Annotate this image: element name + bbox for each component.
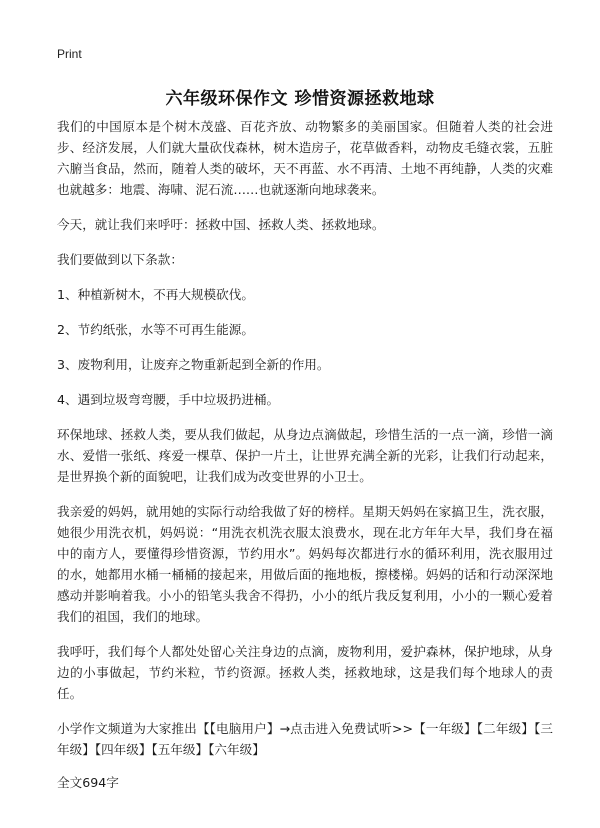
article-title: 六年级环保作文 珍惜资源拯救地球 bbox=[165, 89, 435, 109]
paragraph-call: 今天，就让我们来呼吁：拯救中国、拯救人类、拯救地球。 bbox=[57, 217, 385, 232]
grade-link-5[interactable]: 【五年级】 bbox=[151, 742, 209, 757]
paragraph-terms-heading: 我们要做到以下条款： bbox=[57, 252, 183, 267]
promo-link-free-trial[interactable]: →点击进入免费试听>> bbox=[279, 721, 414, 736]
grade-link-3[interactable]: 【三年级】 bbox=[57, 721, 554, 757]
word-count: 全文694字 bbox=[57, 775, 119, 790]
paragraph-action: 环保地球、拯救人类，要从我们做起，从身边点滴做起，珍惜生活的一点一滴，珍惜一滴水、爱惜一张纸、疼爱一棵草、保护一片土，让世界充满全新的光彩，让我们行动起来，是世界换个新的面貌吧，让我们成为改变世界的小卫士。 bbox=[57, 427, 553, 484]
list-item-term-2: 2、节约纸张，水等不可再生能源。 bbox=[57, 322, 254, 337]
article-body bbox=[57, 116, 553, 793]
grade-link-2[interactable]: 【二年级】 bbox=[476, 721, 535, 736]
print-link[interactable]: Print bbox=[57, 47, 82, 61]
paragraph-intro: 我们的中国原本是个树木茂盛、百花齐放、动物繁多的美丽国家。但随着人类的社会进步、经济发展，人们就大量砍伐森林，树木造房子，花草做香料，动物皮毛缝衣裳，五脏六腑当食品，然而，随着人类的破坏，天不再蓝、水不再清、土地不再纯静，人类的灾难也就越多：地震、海啸、泥石流……也就逐渐向地球袭来。 bbox=[57, 119, 553, 197]
grade-link-6[interactable]: 【六年级】 bbox=[208, 742, 265, 757]
grade-link-1[interactable]: 【一年级】 bbox=[413, 721, 477, 736]
list-item-term-1: 1、种植新树木，不再大规模砍伐。 bbox=[57, 287, 254, 302]
list-item-term-3: 3、废物利用，让废弃之物重新起到全新的作用。 bbox=[57, 357, 330, 372]
promo-prefix: 小学作文频道为大家推出 bbox=[57, 721, 197, 736]
promo-link-pc-user[interactable]: 【【电脑用户】 bbox=[196, 721, 280, 736]
promo-line bbox=[57, 718, 553, 760]
list-item-term-4: 4、遇到垃圾弯弯腰，手中垃圾扔进桶。 bbox=[57, 392, 280, 407]
paragraph-conclusion: 我呼吁，我们每个人都处处留心关注身边的点滴，废物利用，爱护森林，保护地球，从身边的小事做起，节约米粒，节约资源。拯救人类，拯救地球，这是我们每个地球人的责任。 bbox=[57, 644, 553, 701]
grade-link-4[interactable]: 【四年级】 bbox=[94, 742, 152, 757]
paragraph-mother: 我亲爱的妈妈，就用她的实际行动给我做了好的榜样。星期天妈妈在家搞卫生，洗衣服，她很少用洗衣机，妈妈说：“用洗衣机洗衣服太浪费水，现在北方年年大旱，我们身在福中的南方人，要懂得珍惜资源，节约用水”。妈妈每次都进行水的循环利用，洗衣服用过的水，她都用水桶一桶桶的接起来，用做后面的拖地板，擦楼梯。妈妈的话和行动深深地感动并影响着我。小小的铅笔头我舍不得扔，小小的纸片我反复利用，小小的一颗心爱着我们的祖国，我们的地球。 bbox=[57, 504, 553, 624]
